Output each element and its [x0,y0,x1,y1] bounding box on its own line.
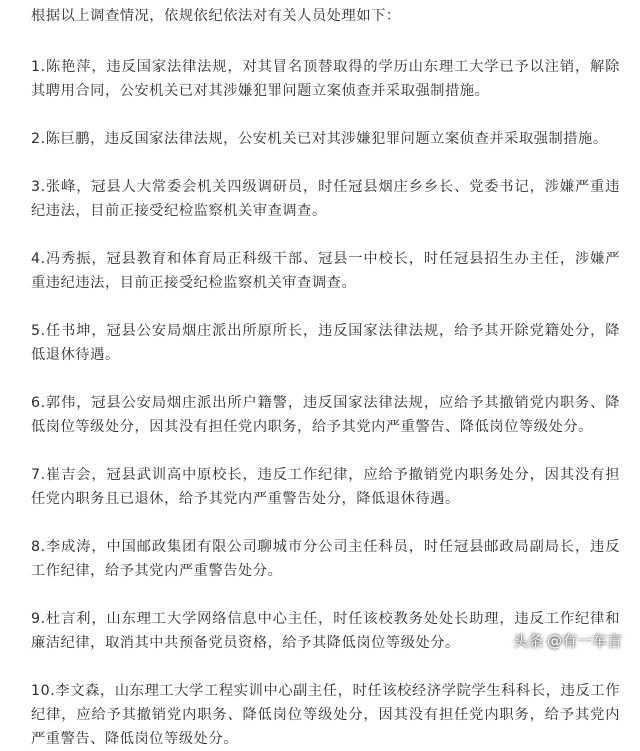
watermark-platform: 头条 [512,632,543,650]
list-item: 7.崔吉会，冠县武训高中原校长，违反工作纪律，应给予撤销党内职务处分，因其没有担任党内职务且已退休，给予其党内严重警告处分，降低退休待遇。 [31,467,620,507]
list-item: 3.张峰，冠县人大常委会机关四级调研员，时任冠县烟庄乡乡长、党委书记，涉嫌严重违纪违法，目前正接受纪检监察机关审查调查。 [31,179,620,219]
list-item: 10.李文森，山东理工大学工程实训中心副主任，时任该校经济学院学生科科长，违反工作纪律，应给予其撤销党内职务、降低岗位等级处分，因其没有担任党内职务，给予其党内严重警告、降低岗位等级处分。 [31,683,620,747]
watermark-handle: @有一车言 [546,632,622,650]
list-item: 4.冯秀振，冠县教育和体育局正科级干部、冠县一中校长，时任冠县招生办主任，涉嫌严重违纪违法，目前正接受纪检监察机关审查调查。 [31,251,620,291]
list-item: 9.杜言利，山东理工大学网络信息中心主任，时任该校教务处处长助理，违反工作纪律和廉洁纪律，取消其中共预备党员资格，给予其降低岗位等级处分。 [31,611,620,651]
list-item: 6.郭伟，冠县公安局烟庄派出所户籍警，违反国家法律法规，应给予其撤销党内职务、降低岗位等级处分，因其没有担任党内职务，给予其党内严重警告、降低岗位等级处分。 [31,395,620,435]
watermark [513,630,622,651]
list-item: 2.陈巨鹏，违反国家法律法规，公安机关已对其涉嫌犯罪问题立案侦查并采取强制措施。 [31,131,608,147]
intro-paragraph: 根据以上调查情况，依规依纪依法对有关人员处理如下： [31,8,401,24]
list-item: 1.陈艳萍，违反国家法律法规，对其冒名顶替取得的学历山东理工大学已予以注销，解除其聘用合同，公安机关已对其涉嫌犯罪问题立案侦查并采取强制措施。 [31,59,620,99]
list-item: 5.任书坤，冠县公安局烟庄派出所原所长，违反国家法律法规，给予其开除党籍处分，降低退休待遇。 [31,323,620,363]
list-item: 8.李成涛，中国邮政集团有限公司聊城市分公司主任科员，时任冠县邮政局副局长，违反工作纪律，给予其党内严重警告处分。 [31,539,620,579]
